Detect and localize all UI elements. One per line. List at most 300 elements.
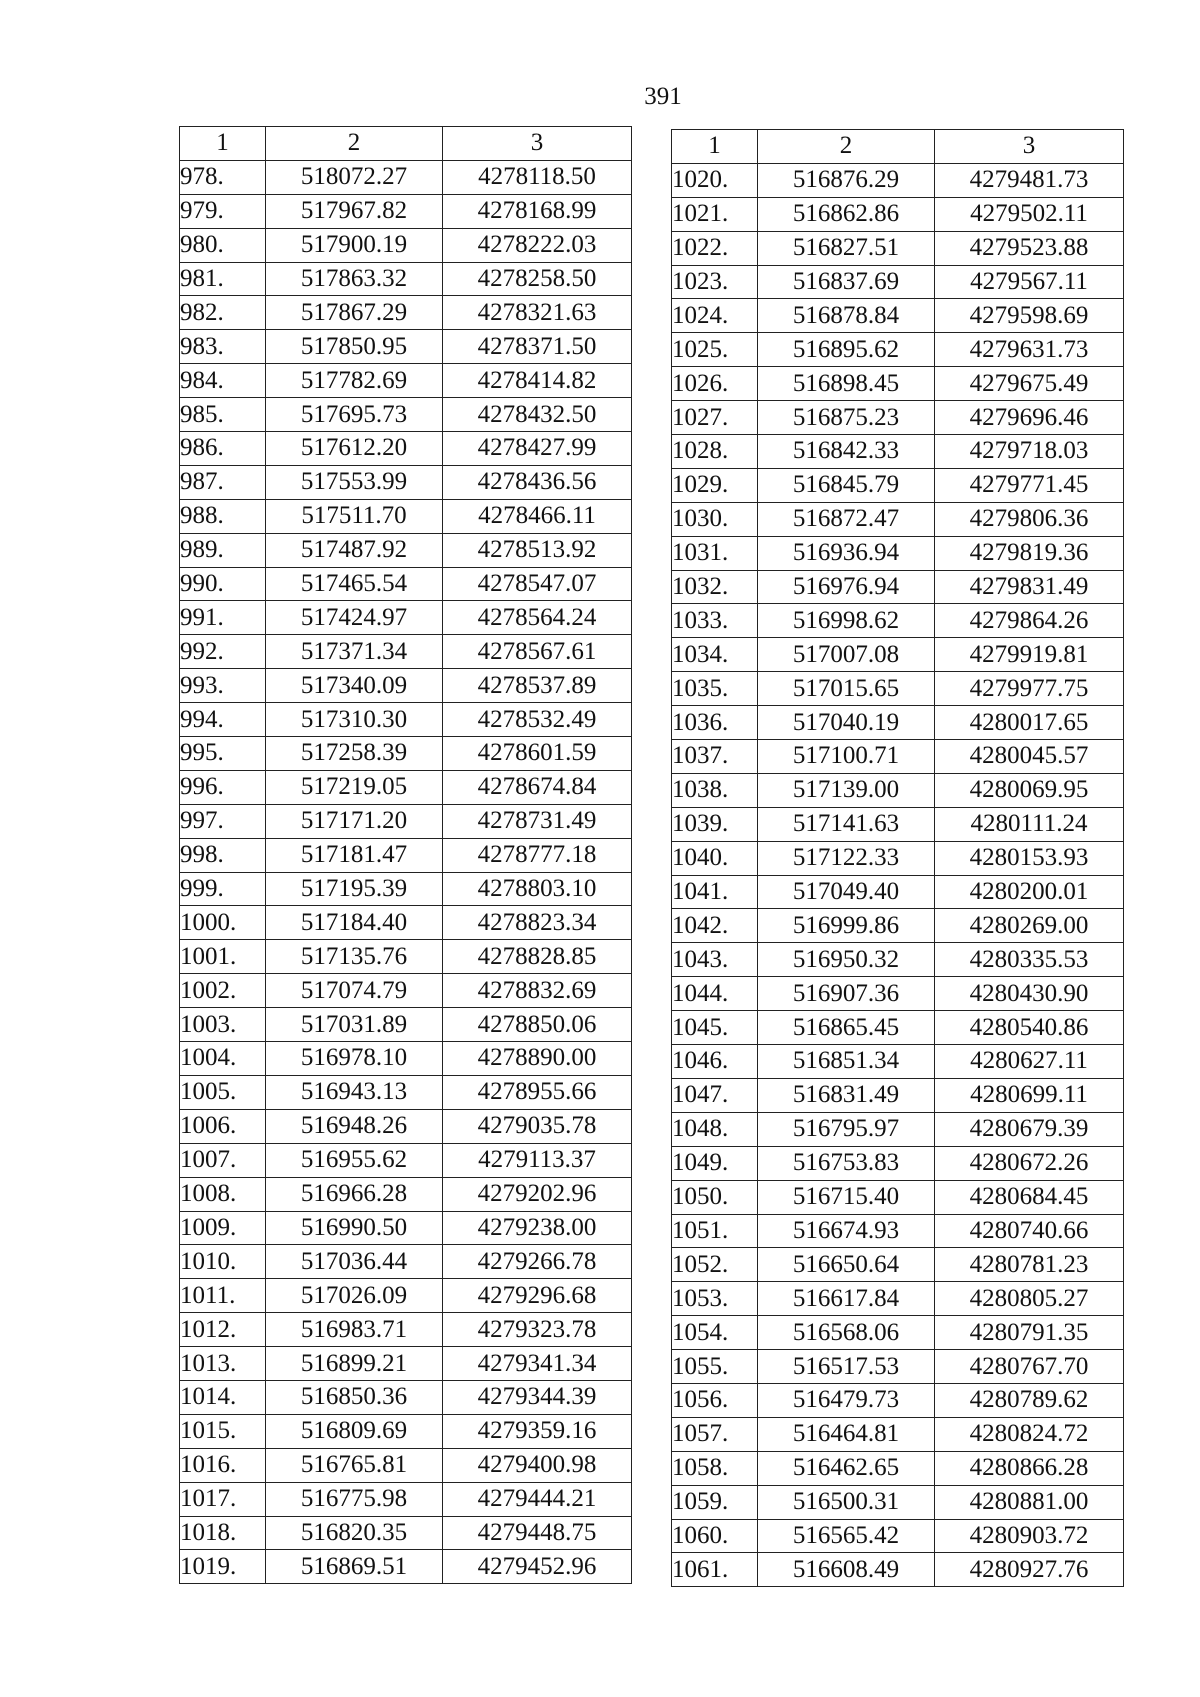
y-coordinate-cell: 4278532.49 — [443, 703, 632, 737]
table-row — [180, 737, 632, 771]
x-coordinate-cell: 517195.39 — [266, 872, 443, 906]
table-row — [672, 1316, 1124, 1350]
x-coordinate-cell: 516775.98 — [266, 1482, 443, 1516]
table-row — [672, 1485, 1124, 1519]
table-row — [672, 333, 1124, 367]
y-coordinate-cell: 4279448.75 — [443, 1516, 632, 1550]
table-header-row — [672, 130, 1124, 164]
point-number-cell: 996. — [180, 770, 266, 804]
table-row — [672, 536, 1124, 570]
x-coordinate-cell: 517371.34 — [266, 635, 443, 669]
point-number-cell: 983. — [180, 330, 266, 364]
table-row — [672, 1078, 1124, 1112]
x-coordinate-cell: 516875.23 — [758, 401, 935, 435]
y-coordinate-cell: 4278828.85 — [443, 940, 632, 974]
y-coordinate-cell: 4279771.45 — [935, 468, 1124, 502]
table-row — [180, 567, 632, 601]
table-row — [672, 740, 1124, 774]
point-number-cell: 1044. — [672, 977, 758, 1011]
point-number-cell: 991. — [180, 601, 266, 635]
y-coordinate-cell: 4280430.90 — [935, 977, 1124, 1011]
point-number-cell: 1036. — [672, 706, 758, 740]
y-coordinate-cell: 4279831.49 — [935, 570, 1124, 604]
table-row — [672, 163, 1124, 197]
table-row — [180, 770, 632, 804]
table-row — [672, 875, 1124, 909]
table-row — [672, 1011, 1124, 1045]
y-coordinate-cell: 4279344.39 — [443, 1380, 632, 1414]
x-coordinate-cell: 516837.69 — [758, 265, 935, 299]
y-coordinate-cell: 4279238.00 — [443, 1211, 632, 1245]
x-coordinate-cell: 517219.05 — [266, 770, 443, 804]
table-row — [180, 364, 632, 398]
table-row — [180, 1075, 632, 1109]
table-row — [180, 465, 632, 499]
x-coordinate-cell: 516878.84 — [758, 299, 935, 333]
point-number-cell: 992. — [180, 635, 266, 669]
point-number-cell: 1025. — [672, 333, 758, 367]
x-coordinate-cell: 516715.40 — [758, 1180, 935, 1214]
point-number-cell: 1051. — [672, 1214, 758, 1248]
x-coordinate-cell: 516842.33 — [758, 435, 935, 469]
x-coordinate-cell: 517049.40 — [758, 875, 935, 909]
x-coordinate-cell: 516955.62 — [266, 1143, 443, 1177]
y-coordinate-cell: 4279523.88 — [935, 231, 1124, 265]
table-row — [672, 1350, 1124, 1384]
y-coordinate-cell: 4279481.73 — [935, 163, 1124, 197]
point-number-cell: 997. — [180, 804, 266, 838]
point-number-cell: 994. — [180, 703, 266, 737]
table-row — [672, 1282, 1124, 1316]
y-coordinate-cell: 4279806.36 — [935, 502, 1124, 536]
table-row — [672, 265, 1124, 299]
table-row — [672, 401, 1124, 435]
x-coordinate-cell: 516674.93 — [758, 1214, 935, 1248]
y-coordinate-cell: 4279718.03 — [935, 435, 1124, 469]
x-coordinate-cell: 516831.49 — [758, 1078, 935, 1112]
table-row — [672, 1519, 1124, 1553]
x-coordinate-cell: 517040.19 — [758, 706, 935, 740]
y-coordinate-cell: 4279444.21 — [443, 1482, 632, 1516]
x-coordinate-cell: 516517.53 — [758, 1350, 935, 1384]
point-number-cell: 1030. — [672, 502, 758, 536]
table-row — [180, 804, 632, 838]
point-number-cell: 1004. — [180, 1042, 266, 1076]
point-number-cell: 1034. — [672, 638, 758, 672]
x-coordinate-cell: 516462.65 — [758, 1451, 935, 1485]
x-coordinate-cell: 517139.00 — [758, 773, 935, 807]
x-coordinate-cell: 516948.26 — [266, 1109, 443, 1143]
x-coordinate-cell: 516827.51 — [758, 231, 935, 265]
point-number-cell: 1009. — [180, 1211, 266, 1245]
x-coordinate-cell: 516899.21 — [266, 1347, 443, 1381]
y-coordinate-cell: 4280200.01 — [935, 875, 1124, 909]
y-coordinate-cell: 4280740.66 — [935, 1214, 1124, 1248]
table-row — [180, 1313, 632, 1347]
table-row — [672, 841, 1124, 875]
point-number-cell: 978. — [180, 160, 266, 194]
table-row — [180, 1550, 632, 1584]
point-number-cell: 984. — [180, 364, 266, 398]
table-row — [672, 1180, 1124, 1214]
y-coordinate-cell: 4278537.89 — [443, 669, 632, 703]
x-coordinate-cell: 517031.89 — [266, 1008, 443, 1042]
y-coordinate-cell: 4278803.10 — [443, 872, 632, 906]
table-row — [672, 468, 1124, 502]
table-row — [180, 669, 632, 703]
x-coordinate-cell: 517100.71 — [758, 740, 935, 774]
point-number-cell: 1006. — [180, 1109, 266, 1143]
x-coordinate-cell: 516998.62 — [758, 604, 935, 638]
y-coordinate-cell: 4278601.59 — [443, 737, 632, 771]
point-number-cell: 1055. — [672, 1350, 758, 1384]
table-row — [180, 228, 632, 262]
y-coordinate-cell: 4279567.11 — [935, 265, 1124, 299]
x-coordinate-cell: 516898.45 — [758, 367, 935, 401]
table-row — [180, 1279, 632, 1313]
point-number-cell: 1060. — [672, 1519, 758, 1553]
y-coordinate-cell: 4279598.69 — [935, 299, 1124, 333]
point-number-cell: 1042. — [672, 909, 758, 943]
point-number-cell: 988. — [180, 499, 266, 533]
table-row — [180, 160, 632, 194]
y-coordinate-cell: 4279341.34 — [443, 1347, 632, 1381]
table-row — [180, 1380, 632, 1414]
y-coordinate-cell: 4278466.11 — [443, 499, 632, 533]
point-number-cell: 1016. — [180, 1448, 266, 1482]
point-number-cell: 1032. — [672, 570, 758, 604]
table-row — [672, 638, 1124, 672]
y-coordinate-cell: 4278513.92 — [443, 533, 632, 567]
y-coordinate-cell: 4280881.00 — [935, 1485, 1124, 1519]
y-coordinate-cell: 4280540.86 — [935, 1011, 1124, 1045]
point-number-cell: 1039. — [672, 807, 758, 841]
y-coordinate-cell: 4278567.61 — [443, 635, 632, 669]
point-number-cell: 1017. — [180, 1482, 266, 1516]
table-row — [672, 1383, 1124, 1417]
table-row — [180, 262, 632, 296]
point-number-cell: 987. — [180, 465, 266, 499]
table-row — [672, 1417, 1124, 1451]
point-number-cell: 1061. — [672, 1553, 758, 1587]
y-coordinate-cell: 4278436.56 — [443, 465, 632, 499]
x-coordinate-cell: 517850.95 — [266, 330, 443, 364]
y-coordinate-cell: 4278427.99 — [443, 432, 632, 466]
point-number-cell: 998. — [180, 838, 266, 872]
x-coordinate-cell: 516845.79 — [758, 468, 935, 502]
y-coordinate-cell: 4280789.62 — [935, 1383, 1124, 1417]
x-coordinate-cell: 517184.40 — [266, 906, 443, 940]
y-coordinate-cell: 4278414.82 — [443, 364, 632, 398]
point-number-cell: 1015. — [180, 1414, 266, 1448]
point-number-cell: 1035. — [672, 672, 758, 706]
y-coordinate-cell: 4279502.11 — [935, 197, 1124, 231]
y-coordinate-cell: 4279452.96 — [443, 1550, 632, 1584]
table-row — [672, 807, 1124, 841]
point-number-cell: 1000. — [180, 906, 266, 940]
point-number-cell: 993. — [180, 669, 266, 703]
x-coordinate-cell: 516976.94 — [758, 570, 935, 604]
table-row — [180, 1516, 632, 1550]
point-number-cell: 1040. — [672, 841, 758, 875]
table-row — [180, 1414, 632, 1448]
point-number-cell: 1043. — [672, 943, 758, 977]
y-coordinate-cell: 4280153.93 — [935, 841, 1124, 875]
table-row — [180, 1109, 632, 1143]
column-header-y: 3 — [935, 130, 1124, 164]
y-coordinate-cell: 4278731.49 — [443, 804, 632, 838]
point-number-cell: 986. — [180, 432, 266, 466]
y-coordinate-cell: 4278955.66 — [443, 1075, 632, 1109]
x-coordinate-cell: 517007.08 — [758, 638, 935, 672]
point-number-cell: 1021. — [672, 197, 758, 231]
x-coordinate-cell: 517612.20 — [266, 432, 443, 466]
point-number-cell: 1049. — [672, 1146, 758, 1180]
x-coordinate-cell: 517036.44 — [266, 1245, 443, 1279]
y-coordinate-cell: 4278823.34 — [443, 906, 632, 940]
x-coordinate-cell: 517141.63 — [758, 807, 935, 841]
x-coordinate-cell: 517863.32 — [266, 262, 443, 296]
table-row — [180, 1042, 632, 1076]
y-coordinate-cell: 4278168.99 — [443, 194, 632, 228]
x-coordinate-cell: 516978.10 — [266, 1042, 443, 1076]
column-header-x: 2 — [758, 130, 935, 164]
point-number-cell: 1008. — [180, 1177, 266, 1211]
x-coordinate-cell: 516869.51 — [266, 1550, 443, 1584]
point-number-cell: 982. — [180, 296, 266, 330]
x-coordinate-cell: 516943.13 — [266, 1075, 443, 1109]
table-row — [180, 601, 632, 635]
point-number-cell: 1041. — [672, 875, 758, 909]
point-number-cell: 1045. — [672, 1011, 758, 1045]
x-coordinate-cell: 516617.84 — [758, 1282, 935, 1316]
table-row — [180, 940, 632, 974]
x-coordinate-cell: 516876.29 — [758, 163, 935, 197]
y-coordinate-cell: 4279266.78 — [443, 1245, 632, 1279]
x-coordinate-cell: 517695.73 — [266, 398, 443, 432]
point-number-cell: 1002. — [180, 974, 266, 1008]
point-number-cell: 1023. — [672, 265, 758, 299]
y-coordinate-cell: 4278371.50 — [443, 330, 632, 364]
x-coordinate-cell: 517553.99 — [266, 465, 443, 499]
y-coordinate-cell: 4279919.81 — [935, 638, 1124, 672]
y-coordinate-cell: 4279631.73 — [935, 333, 1124, 367]
y-coordinate-cell: 4279696.46 — [935, 401, 1124, 435]
column-header-number: 1 — [672, 130, 758, 164]
y-coordinate-cell: 4280767.70 — [935, 1350, 1124, 1384]
table-row — [672, 367, 1124, 401]
x-coordinate-cell: 516479.73 — [758, 1383, 935, 1417]
point-number-cell: 1013. — [180, 1347, 266, 1381]
y-coordinate-cell: 4280017.65 — [935, 706, 1124, 740]
x-coordinate-cell: 516820.35 — [266, 1516, 443, 1550]
x-coordinate-cell: 517782.69 — [266, 364, 443, 398]
y-coordinate-cell: 4278547.07 — [443, 567, 632, 601]
x-coordinate-cell: 516850.36 — [266, 1380, 443, 1414]
table-row — [672, 943, 1124, 977]
x-coordinate-cell: 517465.54 — [266, 567, 443, 601]
x-coordinate-cell: 517967.82 — [266, 194, 443, 228]
table-row — [672, 435, 1124, 469]
point-number-cell: 1057. — [672, 1417, 758, 1451]
y-coordinate-cell: 4279359.16 — [443, 1414, 632, 1448]
table-row — [180, 499, 632, 533]
table-row — [672, 706, 1124, 740]
point-number-cell: 999. — [180, 872, 266, 906]
point-number-cell: 1053. — [672, 1282, 758, 1316]
y-coordinate-cell: 4278432.50 — [443, 398, 632, 432]
table-row — [180, 1177, 632, 1211]
y-coordinate-cell: 4278777.18 — [443, 838, 632, 872]
point-number-cell: 1056. — [672, 1383, 758, 1417]
table-body-right — [672, 163, 1124, 1586]
table-row — [180, 1448, 632, 1482]
table-row — [180, 1008, 632, 1042]
y-coordinate-cell: 4280903.72 — [935, 1519, 1124, 1553]
x-coordinate-cell: 517900.19 — [266, 228, 443, 262]
x-coordinate-cell: 516862.86 — [758, 197, 935, 231]
y-coordinate-cell: 4280069.95 — [935, 773, 1124, 807]
table-row — [672, 1248, 1124, 1282]
y-coordinate-cell: 4279819.36 — [935, 536, 1124, 570]
x-coordinate-cell: 516809.69 — [266, 1414, 443, 1448]
y-coordinate-cell: 4278258.50 — [443, 262, 632, 296]
y-coordinate-cell: 4280805.27 — [935, 1282, 1124, 1316]
y-coordinate-cell: 4279202.96 — [443, 1177, 632, 1211]
point-number-cell: 989. — [180, 533, 266, 567]
column-header-x: 2 — [266, 127, 443, 161]
x-coordinate-cell: 516753.83 — [758, 1146, 935, 1180]
x-coordinate-cell: 516983.71 — [266, 1313, 443, 1347]
y-coordinate-cell: 4280679.39 — [935, 1112, 1124, 1146]
table-row — [180, 1245, 632, 1279]
table-row — [180, 1143, 632, 1177]
x-coordinate-cell: 517074.79 — [266, 974, 443, 1008]
x-coordinate-cell: 516851.34 — [758, 1045, 935, 1079]
x-coordinate-cell: 517340.09 — [266, 669, 443, 703]
point-number-cell: 1052. — [672, 1248, 758, 1282]
point-number-cell: 1019. — [180, 1550, 266, 1584]
point-number-cell: 1012. — [180, 1313, 266, 1347]
table-row — [180, 703, 632, 737]
table-row — [672, 604, 1124, 638]
table-row — [672, 1045, 1124, 1079]
x-coordinate-cell: 517424.97 — [266, 601, 443, 635]
point-number-cell: 1018. — [180, 1516, 266, 1550]
table-row — [180, 1347, 632, 1381]
table-row — [672, 1553, 1124, 1587]
x-coordinate-cell: 516464.81 — [758, 1417, 935, 1451]
y-coordinate-cell: 4279675.49 — [935, 367, 1124, 401]
page-number: 391 — [644, 83, 682, 110]
point-number-cell: 1014. — [180, 1380, 266, 1414]
x-coordinate-cell: 516500.31 — [758, 1485, 935, 1519]
table-row — [672, 909, 1124, 943]
table-row — [180, 330, 632, 364]
table-row — [672, 1146, 1124, 1180]
y-coordinate-cell: 4279400.98 — [443, 1448, 632, 1482]
x-coordinate-cell: 517015.65 — [758, 672, 935, 706]
point-number-cell: 990. — [180, 567, 266, 601]
table-row — [180, 1211, 632, 1245]
point-number-cell: 980. — [180, 228, 266, 262]
y-coordinate-cell: 4280781.23 — [935, 1248, 1124, 1282]
table-row — [180, 974, 632, 1008]
x-coordinate-cell: 516872.47 — [758, 502, 935, 536]
point-number-cell: 1026. — [672, 367, 758, 401]
table-row — [180, 432, 632, 466]
table-body-left — [180, 160, 632, 1583]
x-coordinate-cell: 516650.64 — [758, 1248, 935, 1282]
table-row — [180, 635, 632, 669]
table-row — [180, 838, 632, 872]
point-number-cell: 979. — [180, 194, 266, 228]
table-row — [180, 906, 632, 940]
x-coordinate-cell: 516907.36 — [758, 977, 935, 1011]
y-coordinate-cell: 4278222.03 — [443, 228, 632, 262]
x-coordinate-cell: 516565.42 — [758, 1519, 935, 1553]
point-number-cell: 1027. — [672, 401, 758, 435]
table-row — [180, 296, 632, 330]
y-coordinate-cell: 4279113.37 — [443, 1143, 632, 1177]
coordinates-table-left — [179, 126, 632, 1584]
x-coordinate-cell: 516765.81 — [266, 1448, 443, 1482]
point-number-cell: 1046. — [672, 1045, 758, 1079]
point-number-cell: 985. — [180, 398, 266, 432]
y-coordinate-cell: 4280672.26 — [935, 1146, 1124, 1180]
y-coordinate-cell: 4280927.76 — [935, 1553, 1124, 1587]
x-coordinate-cell: 516895.62 — [758, 333, 935, 367]
point-number-cell: 1020. — [672, 163, 758, 197]
point-number-cell: 1038. — [672, 773, 758, 807]
x-coordinate-cell: 516999.86 — [758, 909, 935, 943]
table-row — [180, 533, 632, 567]
table-row — [672, 672, 1124, 706]
x-coordinate-cell: 516966.28 — [266, 1177, 443, 1211]
y-coordinate-cell: 4278832.69 — [443, 974, 632, 1008]
y-coordinate-cell: 4278674.84 — [443, 770, 632, 804]
y-coordinate-cell: 4278118.50 — [443, 160, 632, 194]
column-header-y: 3 — [443, 127, 632, 161]
x-coordinate-cell: 517310.30 — [266, 703, 443, 737]
point-number-cell: 1028. — [672, 435, 758, 469]
y-coordinate-cell: 4278321.63 — [443, 296, 632, 330]
point-number-cell: 1005. — [180, 1075, 266, 1109]
y-coordinate-cell: 4279977.75 — [935, 672, 1124, 706]
table-row — [672, 570, 1124, 604]
x-coordinate-cell: 517122.33 — [758, 841, 935, 875]
table-row — [672, 231, 1124, 265]
x-coordinate-cell: 516865.45 — [758, 1011, 935, 1045]
x-coordinate-cell: 516795.97 — [758, 1112, 935, 1146]
table-row — [672, 502, 1124, 536]
x-coordinate-cell: 518072.27 — [266, 160, 443, 194]
table-header-row — [180, 127, 632, 161]
y-coordinate-cell: 4280866.28 — [935, 1451, 1124, 1485]
y-coordinate-cell: 4280627.11 — [935, 1045, 1124, 1079]
y-coordinate-cell: 4280699.11 — [935, 1078, 1124, 1112]
point-number-cell: 1047. — [672, 1078, 758, 1112]
x-coordinate-cell: 517258.39 — [266, 737, 443, 771]
table-row — [672, 773, 1124, 807]
y-coordinate-cell: 4280335.53 — [935, 943, 1124, 977]
table-row — [672, 1451, 1124, 1485]
x-coordinate-cell: 517135.76 — [266, 940, 443, 974]
y-coordinate-cell: 4280791.35 — [935, 1316, 1124, 1350]
point-number-cell: 1031. — [672, 536, 758, 570]
y-coordinate-cell: 4280824.72 — [935, 1417, 1124, 1451]
point-number-cell: 1058. — [672, 1451, 758, 1485]
